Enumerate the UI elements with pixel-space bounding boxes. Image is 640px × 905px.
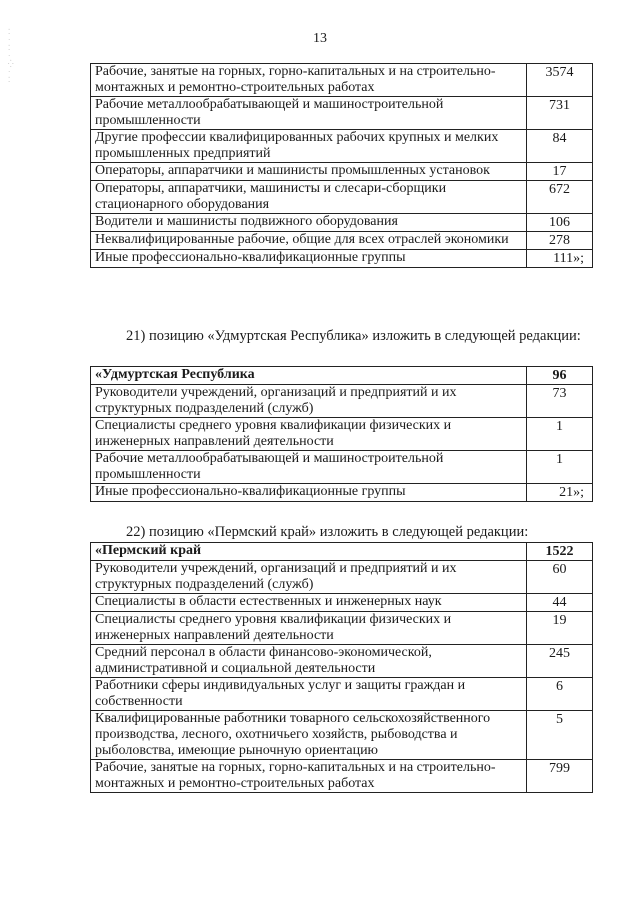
row-label: Другие профессии квалифицированных рабочих крупных и мелких промышленных предприятий bbox=[91, 130, 527, 163]
row-value: 245 bbox=[527, 645, 593, 678]
row-label: Руководители учреждений, организаций и предприятий и их структурных подразделений (служб) bbox=[91, 385, 527, 418]
table-row bbox=[91, 594, 593, 612]
row-value: 5 bbox=[527, 711, 593, 760]
row-value: 1 bbox=[527, 418, 593, 451]
row-value: 106 bbox=[527, 214, 593, 232]
table-row bbox=[91, 451, 593, 484]
table-udmurt-republic bbox=[90, 366, 593, 502]
table-row bbox=[91, 130, 593, 163]
region-total: 96 bbox=[527, 367, 593, 385]
table-row bbox=[91, 645, 593, 678]
row-label: Операторы, аппаратчики и машинисты промышленных установок bbox=[91, 163, 527, 181]
row-value: 21»; bbox=[527, 484, 593, 502]
table-row bbox=[91, 385, 593, 418]
paragraph-udmurt-instruction: 21) позицию «Удмуртская Республика» изложить в следующей редакции: bbox=[126, 328, 581, 344]
table-row bbox=[91, 232, 593, 250]
row-value: 672 bbox=[527, 181, 593, 214]
row-value: 73 bbox=[527, 385, 593, 418]
table-row bbox=[91, 484, 593, 502]
row-value: 1 bbox=[527, 451, 593, 484]
table-row bbox=[91, 250, 593, 268]
row-value: 44 bbox=[527, 594, 593, 612]
table-row bbox=[91, 612, 593, 645]
row-label: Специалисты среднего уровня квалификации физических и инженерных направлений деятельности bbox=[91, 418, 527, 451]
table-row bbox=[91, 97, 593, 130]
table-row bbox=[91, 678, 593, 711]
row-value: 111»; bbox=[527, 250, 593, 268]
row-label: Руководители учреждений, организаций и предприятий и их структурных подразделений (служб) bbox=[91, 561, 527, 594]
row-label: Операторы, аппаратчики, машинисты и слесари-сборщики стационарного оборудования bbox=[91, 181, 527, 214]
row-label: Рабочие металлообрабатывающей и машиностроительной промышленности bbox=[91, 97, 527, 130]
table-row bbox=[91, 561, 593, 594]
paragraph-perm-instruction: 22) позицию «Пермский край» изложить в следующей редакции: bbox=[126, 524, 529, 540]
row-label: Неквалифицированные рабочие, общие для всех отраслей экономики bbox=[91, 232, 527, 250]
row-value: 731 bbox=[527, 97, 593, 130]
region-name: «Удмуртская Республика bbox=[91, 367, 527, 385]
row-value: 278 bbox=[527, 232, 593, 250]
table-perm-krai bbox=[90, 542, 593, 793]
row-value: 6 bbox=[527, 678, 593, 711]
region-total: 1522 bbox=[527, 543, 593, 561]
row-label: Рабочие, занятые на горных, горно-капитальных и на строительно-монтажных и ремонтно-строительных работах bbox=[91, 760, 527, 793]
table-row bbox=[91, 214, 593, 232]
table-row bbox=[91, 163, 593, 181]
table-row bbox=[91, 711, 593, 760]
row-label: Иные профессионально-квалификационные группы bbox=[91, 250, 527, 268]
row-label: Средний персонал в области финансово-экономической, административной и социальной деятельности bbox=[91, 645, 527, 678]
row-value: 19 bbox=[527, 612, 593, 645]
page-number: 13 bbox=[313, 31, 327, 46]
table-row bbox=[91, 418, 593, 451]
row-value: 60 bbox=[527, 561, 593, 594]
table-row bbox=[91, 760, 593, 793]
table-header-row bbox=[91, 543, 593, 561]
row-label: Рабочие металлообрабатывающей и машиностроительной промышленности bbox=[91, 451, 527, 484]
row-value: 17 bbox=[527, 163, 593, 181]
scan-margin-marks: ⁚ · ⁚ · ⁛ · ⁚ bbox=[8, 28, 14, 84]
row-label: Квалифицированные работники товарного сельскохозяйственного производства, лесного, охотничьего хозяйств, рыбоводства и рыболовства, имеющие рыночную ориентацию bbox=[91, 711, 527, 760]
table-row bbox=[91, 181, 593, 214]
row-value: 3574 bbox=[527, 64, 593, 97]
table-header-row bbox=[91, 367, 593, 385]
row-value: 799 bbox=[527, 760, 593, 793]
region-name: «Пермский край bbox=[91, 543, 527, 561]
row-label: Специалисты среднего уровня квалификации физических и инженерных направлений деятельности bbox=[91, 612, 527, 645]
table-professions-continued bbox=[90, 63, 593, 268]
table-row bbox=[91, 64, 593, 97]
row-label: Водители и машинисты подвижного оборудования bbox=[91, 214, 527, 232]
row-label: Рабочие, занятые на горных, горно-капитальных и на строительно-монтажных и ремонтно-строительных работах bbox=[91, 64, 527, 97]
row-value: 84 bbox=[527, 130, 593, 163]
row-label: Иные профессионально-квалификационные группы bbox=[91, 484, 527, 502]
row-label: Работники сферы индивидуальных услуг и защиты граждан и собственности bbox=[91, 678, 527, 711]
row-label: Специалисты в области естественных и инженерных наук bbox=[91, 594, 527, 612]
